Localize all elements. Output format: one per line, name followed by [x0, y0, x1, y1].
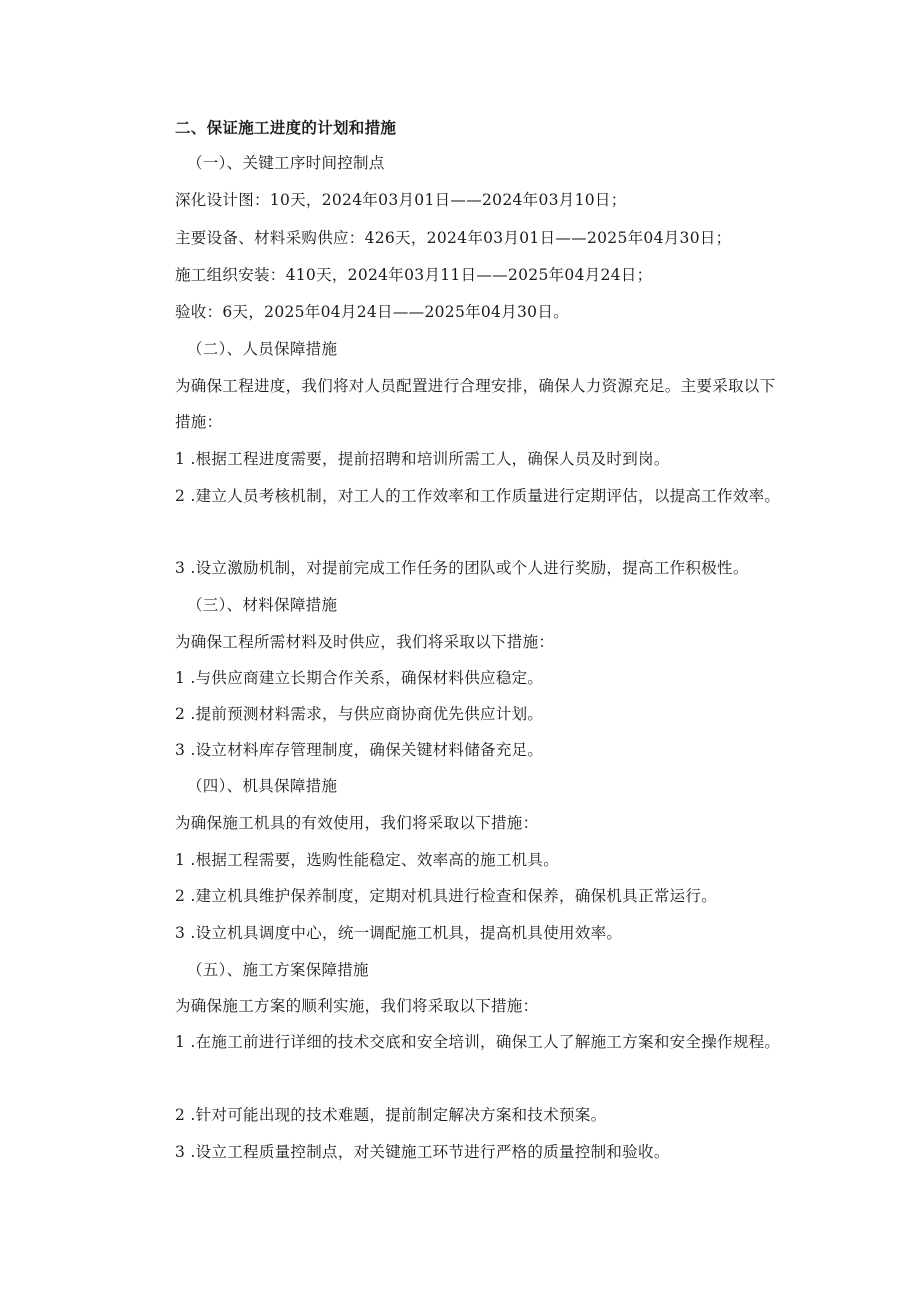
subsection-title-1: （一）、关键工序时间控制点 [187, 154, 385, 172]
material-measure-1: 1 .与供应商建立长期合作关系，确保材料供应稳定。 [175, 669, 544, 687]
subsection-title-5: （五）、施工方案保障措施 [187, 961, 369, 979]
plan-measure-2: 2 .针对可能出现的技术难题，提前制定解决方案和技术预案。 [175, 1106, 607, 1124]
material-measure-3: 3 .设立材料库存管理制度，确保关键材料储备充足。 [175, 741, 544, 759]
equipment-measure-2: 2 .建立机具维护保养制度，定期对机具进行检查和保养，确保机具正常运行。 [175, 887, 718, 905]
paragraph-plan-intro: 为确保施工方案的顺利实施，我们将采取以下措施： [175, 997, 539, 1015]
equipment-measure-3: 3 .设立机具调度中心，统一调配施工机具，提高机具使用效率。 [175, 924, 623, 942]
staff-measure-1: 1 .根据工程进度需要，提前招聘和培训所需工人，确保人员及时到岗。 [175, 450, 670, 468]
equipment-measure-1: 1 .根据工程需要，选购性能稳定、效率高的施工机具。 [175, 851, 560, 869]
schedule-item-design: 深化设计图：10天，2024年03月01日——2024年03月10日； [175, 191, 627, 209]
paragraph-material-intro: 为确保工程所需材料及时供应，我们将采取以下措施： [175, 633, 555, 651]
schedule-item-procurement: 主要设备、材料采购供应：426天，2024年03月01日——2025年04月30日； [175, 229, 732, 247]
section-heading: 二、保证施工进度的计划和措施 [175, 119, 397, 137]
staff-measure-2: 2 .建立人员考核机制，对工人的工作效率和工作质量进行定期评估，以提高工作效率。 [175, 487, 781, 505]
subsection-title-4: （四）、机具保障措施 [187, 777, 338, 795]
plan-measure-3: 3 .设立工程质量控制点，对关键施工环节进行严格的质量控制和验收。 [175, 1143, 670, 1161]
plan-measure-1: 1 .在施工前进行详细的技术交底和安全培训，确保工人了解施工方案和安全操作规程。 [175, 1033, 781, 1051]
schedule-item-installation: 施工组织安装：410天，2024年03月11日——2025年04月24日； [175, 266, 653, 284]
schedule-item-acceptance: 验收：6天，2025年04月24日——2025年04月30日。 [175, 303, 569, 321]
paragraph-equipment-intro: 为确保施工机具的有效使用，我们将采取以下措施： [175, 814, 539, 832]
subsection-title-3: （三）、材料保障措施 [187, 596, 338, 614]
paragraph-staff-intro: 为确保工程进度，我们将对人员配置进行合理安排，确保人力资源充足。主要采取以下措施： [175, 377, 776, 431]
material-measure-2: 2 .提前预测材料需求，与供应商协商优先供应计划。 [175, 705, 544, 723]
staff-measure-3: 3 .设立激励机制，对提前完成工作任务的团队或个人进行奖励，提高工作积极性。 [175, 559, 749, 577]
subsection-title-2: （二）、人员保障措施 [187, 340, 338, 358]
